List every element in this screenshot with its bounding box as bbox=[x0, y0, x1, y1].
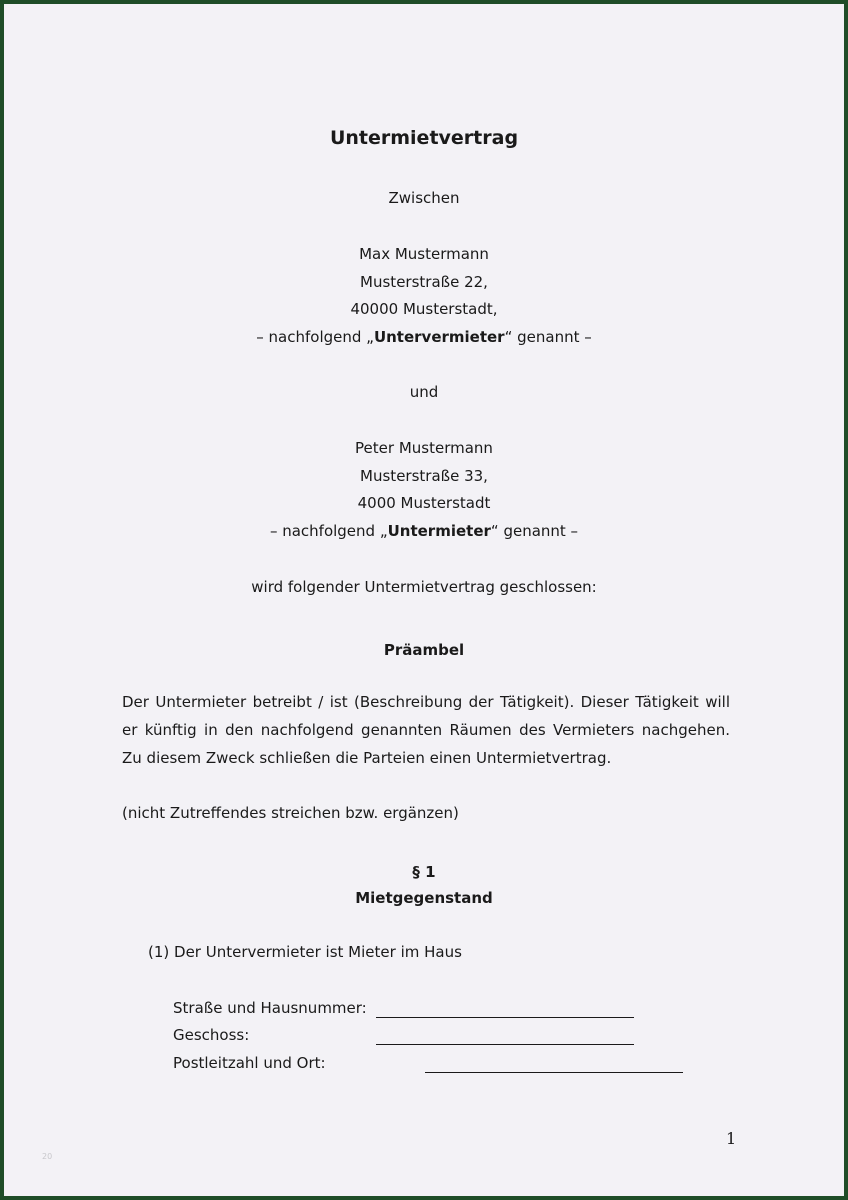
tenant-name: Peter Mustermann bbox=[355, 439, 493, 457]
tenant-street: Musterstraße 33, bbox=[360, 467, 488, 485]
preamble-note: (nicht Zutreffendes streichen bzw. ergänzen) bbox=[122, 804, 459, 822]
landlord-name: Max Mustermann bbox=[359, 245, 489, 263]
landlord-role-name: Untervermieter bbox=[373, 328, 505, 346]
landlord-street: Musterstraße 22, bbox=[360, 273, 488, 291]
landlord-role-suffix: “ genannt – bbox=[504, 328, 592, 346]
preamble-text: Der Untermieter betreibt / ist (Beschreibung der Tätigkeit). Dieser Tätigkeit will er künftig in den nachfolgend genannten Räumen des Vermieters nachgehen. Zu diesem Zweck schließen die Parteien einen Untermietvertrag. bbox=[122, 693, 730, 767]
postal-field-blank bbox=[425, 1072, 683, 1073]
document-title: Untermietvertrag bbox=[329, 127, 519, 149]
page-number: 1 bbox=[726, 1129, 737, 1148]
tenant-role-suffix: “ genannt – bbox=[490, 522, 579, 540]
tenant-role-prefix: – nachfolgend „ bbox=[269, 522, 388, 540]
section1-number: § 1 bbox=[412, 863, 436, 881]
street-field-blank bbox=[376, 1017, 634, 1018]
preamble-heading: Präambel bbox=[383, 641, 465, 659]
landlord-role-prefix: – nachfolgend „ bbox=[256, 328, 374, 346]
street-field-label: Straße und Hausnummer: bbox=[173, 999, 367, 1017]
tenant-role bbox=[4, 524, 844, 539]
between-label: Zwischen bbox=[388, 189, 460, 207]
section1-heading: Mietgegenstand bbox=[355, 889, 493, 907]
landlord-city: 40000 Musterstadt, bbox=[350, 300, 498, 318]
floor-field-label: Geschoss: bbox=[173, 1026, 250, 1044]
contract-concluded-text: wird folgender Untermietvertrag geschlossen: bbox=[251, 578, 597, 596]
floor-field-blank bbox=[376, 1044, 634, 1045]
and-label: und bbox=[409, 383, 439, 401]
section1-clause1: (1) Der Untervermieter ist Mieter im Haus bbox=[148, 943, 462, 961]
postal-field-label: Postleitzahl und Ort: bbox=[173, 1054, 326, 1072]
watermark-number: 20 bbox=[42, 1152, 53, 1161]
tenant-role-name: Untermieter bbox=[387, 522, 491, 540]
landlord-role bbox=[4, 330, 844, 345]
tenant-city: 4000 Musterstadt bbox=[357, 494, 491, 512]
